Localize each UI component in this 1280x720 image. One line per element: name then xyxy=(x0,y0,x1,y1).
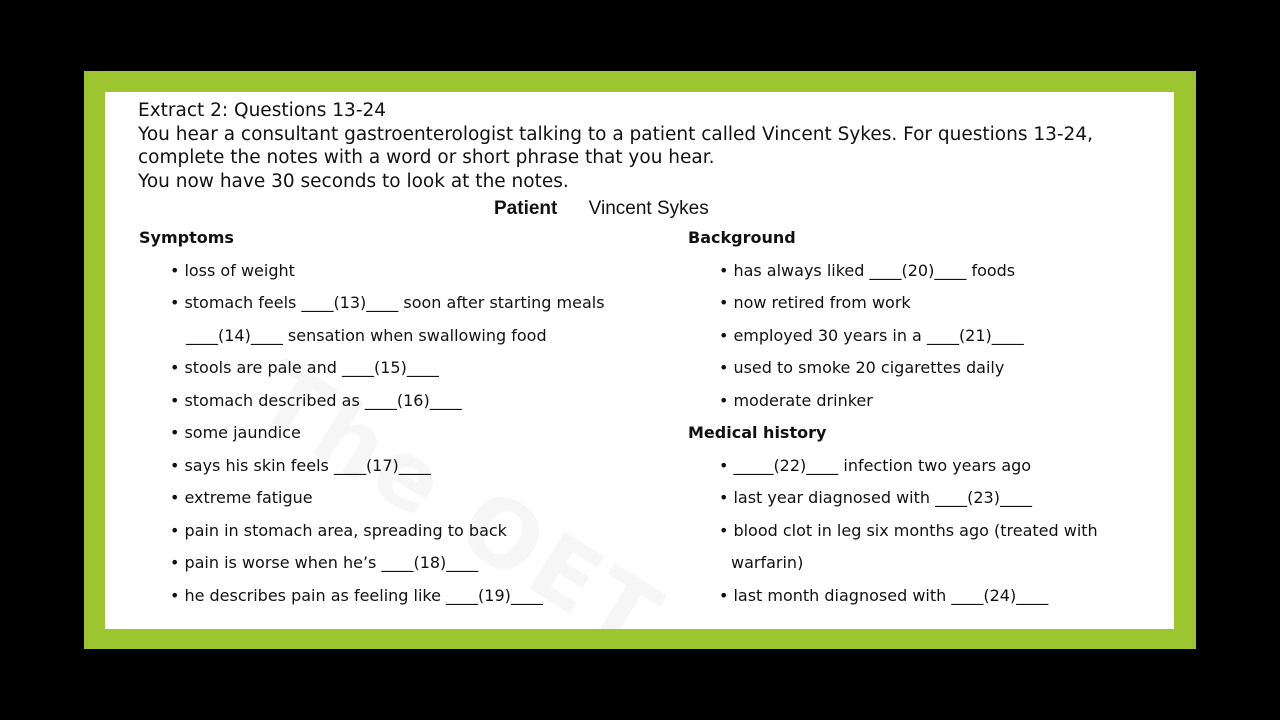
bullet-icon: • xyxy=(170,423,180,442)
symptom-text: says his skin feels ____(17)____ xyxy=(184,456,431,475)
bullet-icon: • xyxy=(170,293,180,312)
medical-history-item xyxy=(731,553,803,572)
symptom-text: stools are pale and ____(15)____ xyxy=(184,358,439,377)
symptom-item xyxy=(170,521,507,540)
bullet-icon: • xyxy=(719,586,729,605)
symptom-text: stomach described as ____(16)____ xyxy=(184,391,462,410)
medical-history-text: _____(22)____ infection two years ago xyxy=(733,456,1032,475)
symptom-text: ____(14)____ sensation when swallowing food xyxy=(186,326,547,345)
symptom-item xyxy=(186,326,547,345)
medical-history-text: warfarin) xyxy=(731,553,804,572)
bullet-icon: • xyxy=(170,391,180,410)
background-item xyxy=(719,261,1015,280)
instructions xyxy=(138,99,1093,193)
bullet-icon: • xyxy=(170,586,180,605)
worksheet xyxy=(105,92,1174,629)
patient-label: Patient xyxy=(494,198,558,219)
medical-history-text: last year diagnosed with ____(23)____ xyxy=(733,488,1032,507)
background-item xyxy=(719,391,873,410)
symptom-text: loss of weight xyxy=(184,261,295,280)
background-text: has always liked ____(20)____ foods xyxy=(733,261,1016,280)
background-text: employed 30 years in a ____(21)____ xyxy=(733,326,1024,345)
symptom-text: pain is worse when he’s ____(18)____ xyxy=(184,553,479,572)
bullet-icon: • xyxy=(719,293,729,312)
background-item xyxy=(719,293,911,312)
bullet-icon: • xyxy=(719,521,729,540)
symptom-text: pain in stomach area, spreading to back xyxy=(184,521,507,540)
bullet-icon: • xyxy=(170,553,180,572)
background-heading: Background xyxy=(688,228,796,247)
background-text: now retired from work xyxy=(733,293,911,312)
symptom-item xyxy=(170,261,295,280)
extract-title: Extract 2: Questions 13-24 xyxy=(138,100,387,121)
instruction-line-1: You hear a consultant gastroenterologist talking to a patient called Vincent Sykes. For questions 13-24, xyxy=(138,123,1093,145)
bullet-icon: • xyxy=(170,456,180,475)
medical-history-item xyxy=(719,488,1032,507)
background-text: moderate drinker xyxy=(733,391,873,410)
bullet-icon: • xyxy=(719,326,729,345)
medical-history-item xyxy=(719,456,1031,475)
symptom-item xyxy=(170,553,478,572)
background-text: used to smoke 20 cigarettes daily xyxy=(733,358,1005,377)
medical-history-item xyxy=(719,586,1048,605)
instruction-line-3: You now have 30 seconds to look at the notes. xyxy=(138,170,569,192)
symptom-item xyxy=(170,358,439,377)
symptom-item xyxy=(170,423,301,442)
bullet-icon: • xyxy=(719,261,729,280)
bullet-icon: • xyxy=(719,391,729,410)
symptom-item xyxy=(170,586,543,605)
symptom-text: some jaundice xyxy=(184,423,301,442)
background-item xyxy=(719,358,1004,377)
symptom-item xyxy=(170,456,431,475)
patient-header xyxy=(494,198,709,220)
symptom-text: stomach feels ____(13)____ soon after starting meals xyxy=(184,293,605,312)
bullet-icon: • xyxy=(170,521,180,540)
symptom-item xyxy=(170,293,605,312)
medical-history-text: last month diagnosed with ____(24)____ xyxy=(733,586,1049,605)
bullet-icon: • xyxy=(170,358,180,377)
bullet-icon: • xyxy=(719,358,729,377)
instruction-line-2: complete the notes with a word or short phrase that you hear. xyxy=(138,147,715,168)
bullet-icon: • xyxy=(719,488,729,507)
symptom-text: extreme fatigue xyxy=(184,488,313,507)
background-item xyxy=(719,326,1024,345)
medical-history-heading: Medical history xyxy=(688,423,827,442)
medical-history-item xyxy=(719,521,1098,540)
bullet-icon: • xyxy=(719,456,729,475)
patient-name: Vincent Sykes xyxy=(588,198,709,219)
symptom-item xyxy=(170,488,313,507)
medical-history-text: blood clot in leg six months ago (treated with xyxy=(733,521,1098,540)
symptoms-heading: Symptoms xyxy=(139,228,234,247)
bullet-icon: • xyxy=(170,261,180,280)
bullet-icon: • xyxy=(170,488,180,507)
symptom-item xyxy=(170,391,462,410)
symptom-text: he describes pain as feeling like ____(19)____ xyxy=(184,586,543,605)
